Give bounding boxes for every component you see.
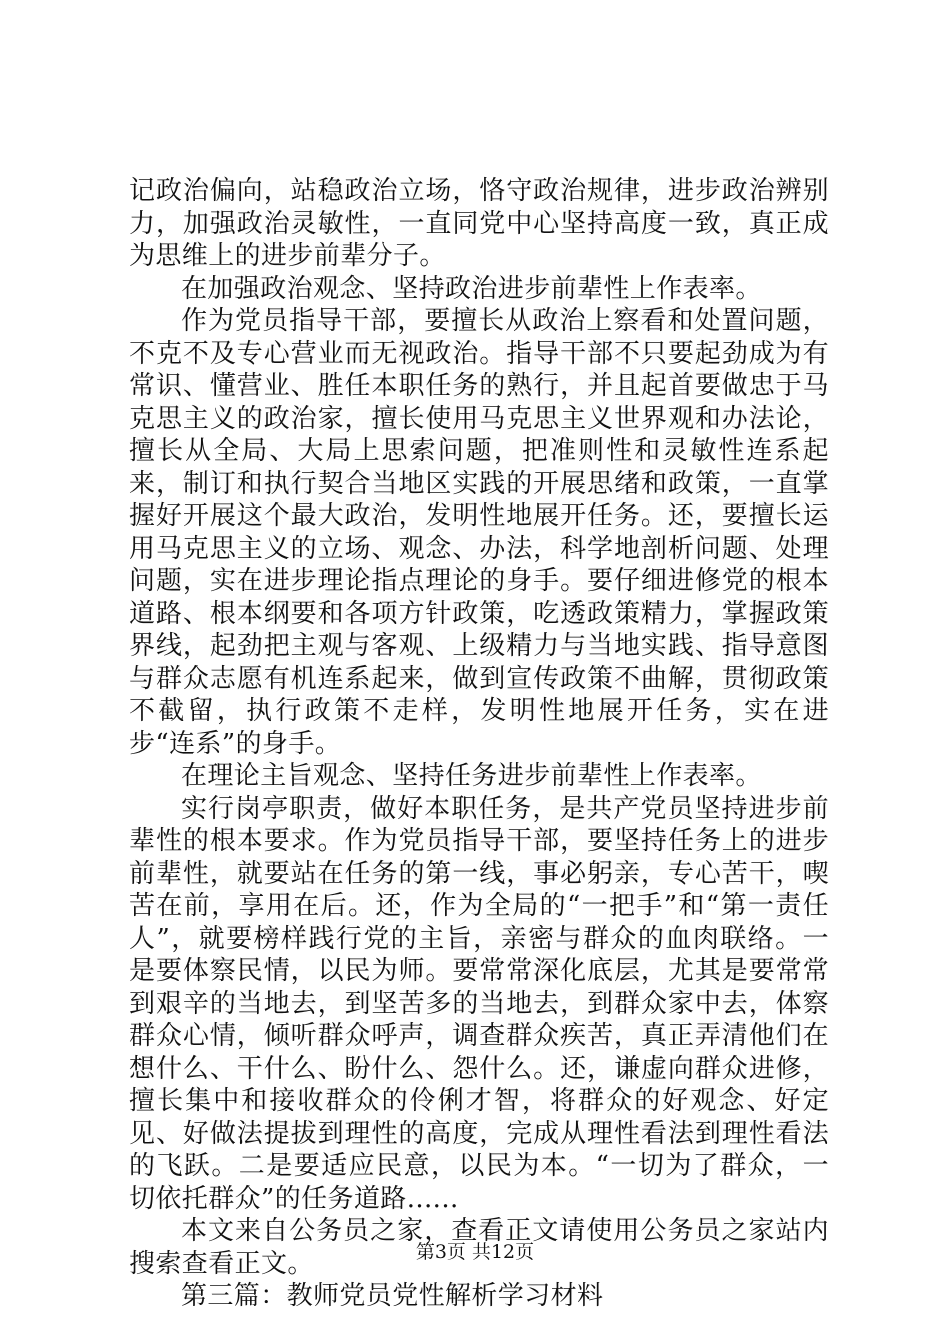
paragraph-heading-purpose: 在理论主旨观念、坚持任务进步前辈性上作表率。 [181, 761, 762, 791]
paragraph-source-note: 本文来自公务员之家，查看正文请使用公务员之家站内搜索查看正文。 [129, 1216, 829, 1279]
paragraph-political-body: 作为党员指导干部，要擅长从政治上察看和处置问题，不克不及专心营业而无视政治。指导干部不只要起劲成为有常识、懂营业、胜任本职任务的熟行，并且起首要做忠于马克思主义的政治家，擅长使用马克思主义世界观和办法论，擅长从全局、大局上思索问题，把准则性和灵敏性连系起来，制订和执行契合当地区实践的开展思绪和政策，一直掌握好开展这个最大政治，发明性地展开任务。还，要擅长运用马克思主义的立场、观念、办法，科学地剖析问题、处理问题，实在进步理论指点理论的身手。要仔细进修党的根本道路、根本纲要和各项方针政策，吃透政策精力，掌握政策界线，起劲把主观与客观、上级精力与当地实践、指导意图与群众志愿有机连系起来，做到宣传政策不曲解，贯彻政策不截留，执行政策不走样，发明性地展开任务，实在进步“连系”的身手。 [129, 306, 829, 759]
paragraph-continuation: 记政治偏向，站稳政治立场，恪守政治规律，进步政治辨别力，加强政治灵敏性，一直同党中心坚持高度一致，真正成为思维上的进步前辈分子。 [129, 176, 829, 271]
paragraph-purpose-body: 实行岗亭职责，做好本职任务，是共产党员坚持进步前辈性的根本要求。作为党员指导干部，要坚持任务上的进步前辈性，就要站在任务的第一线，事必躬亲，专心苦干，喫苦在前，享用在后。还，作为全局的“一把手”和“第一责任人”，就要榜样践行党的主旨，亲密与群众的血肉联络。一是要体察民情，以民为师。要常常深化底层，尤其是要常常到艰辛的当地去，到坚苦多的当地去，到群众家中去，体察群众心情，倾听群众呼声，调查群众疾苦，真正弄清他们在想什么、干什么、盼什么、怨什么。还，谦虚向群众进修，擅长集中和接收群众的伶俐才智，将群众的好观念、好定见、好做法提拔到理性的高度，完成从理性看法到理性看法的飞跃。二是要适应民意，以民为本。“一切为了群众，一切依托群众”的任务道路...... [129, 793, 829, 1214]
paragraph-section-title: 第三篇：教师党员党性解析学习材料 [181, 1281, 604, 1311]
document-body [129, 175, 829, 1313]
page-number-footer: 第3页 共12页 [415, 1241, 535, 1263]
paragraph-heading-political: 在加强政治观念、坚持政治进步前辈性上作表率。 [181, 273, 762, 304]
